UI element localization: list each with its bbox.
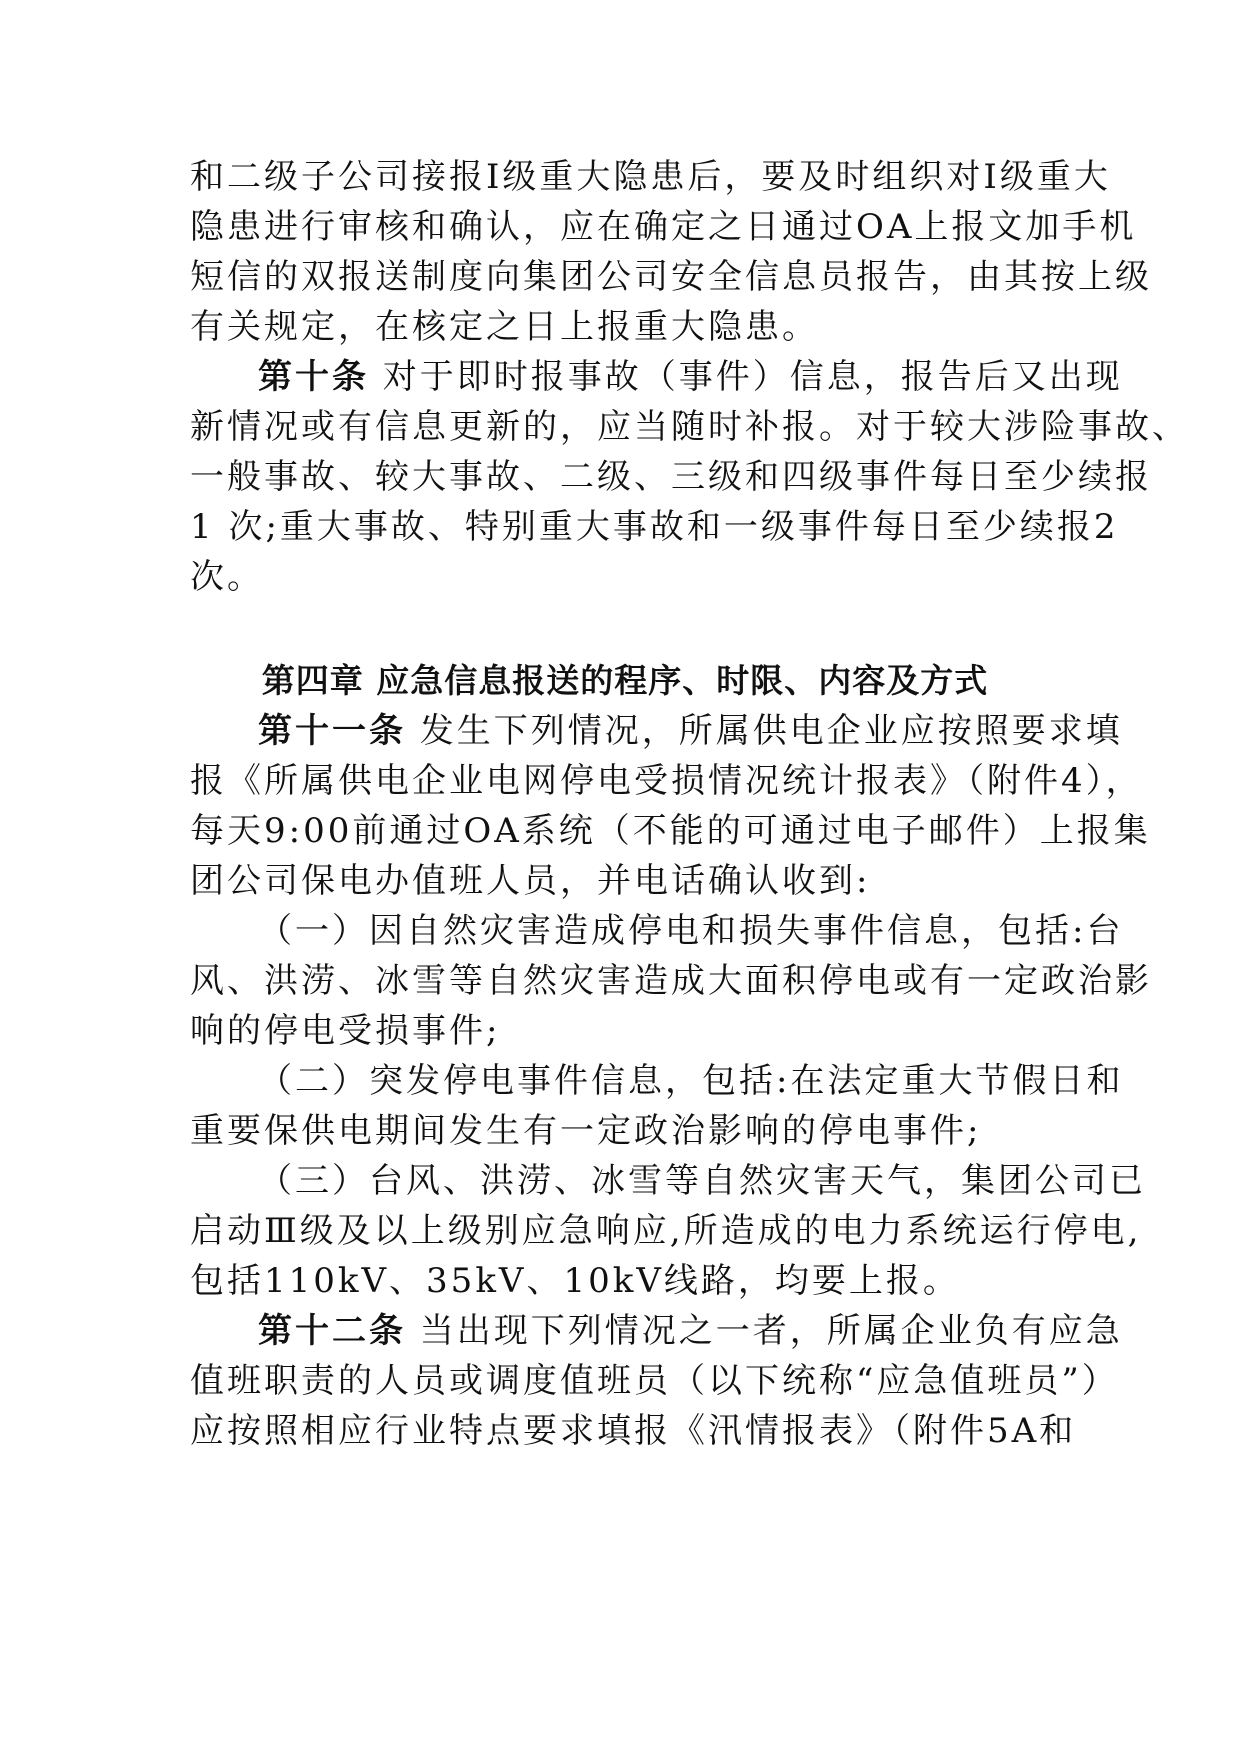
chapter-title: 第四章 应急信息报送的程序、时限、内容及方式 — [261, 661, 989, 700]
body-line: 重要保供电期间发生有一定政治影响的停电事件; — [190, 1111, 982, 1151]
article-11-text: 发生下列情况，所属供电企业应按照要求填 — [406, 711, 1123, 751]
body-line: 报《所属供电企业电网停电受损情况统计报表》（附件4）， — [190, 761, 1143, 801]
article-12-label: 第十二条 — [258, 1311, 406, 1351]
article-12-first-line — [190, 1306, 1123, 1356]
body-line: 团公司保电办值班人员，并电话确认收到: — [190, 861, 871, 901]
body-line: 有关规定，在核定之日上报重大隐患。 — [190, 307, 819, 347]
body-line: 1 次;重大事故、特别重大事故和一级事件每日至少续报2 — [190, 507, 1119, 547]
item-3-first-line: （三）台风、洪涝、冰雪等自然灾害天气，集团公司已 — [258, 1161, 1146, 1201]
body-line: 短信的双报送制度向集团公司安全信息员报告，由其按上级 — [190, 257, 1152, 297]
article-10-label: 第十条 — [258, 357, 369, 397]
body-line: 一般事故、较大事故、二级、三级和四级事件每日至少续报 — [190, 457, 1152, 497]
article-11-first-line — [190, 706, 1123, 756]
article-10-text: 对于即时报事故（事件）信息，报告后又出现 — [369, 357, 1123, 397]
body-line: 和二级子公司接报Ⅰ级重大隐患后，要及时组织对Ⅰ级重大 — [190, 157, 1111, 197]
body-line: 启动Ⅲ级及以上级别应急响应,所造成的电力系统运行停电, — [190, 1211, 1142, 1251]
document-body — [190, 152, 1189, 1456]
article-11-label: 第十一条 — [258, 711, 406, 751]
body-line: 风、洪涝、冰雪等自然灾害造成大面积停电或有一定政治影 — [190, 961, 1152, 1001]
body-line: 每天9:00前通过OA系统（不能的可通过电子邮件）上报集 — [190, 811, 1151, 851]
item-1-first-line: （一）因自然灾害造成停电和损失事件信息，包括:台 — [258, 911, 1124, 951]
body-line: 新情况或有信息更新的，应当随时补报。对于较大涉险事故、 — [190, 407, 1189, 447]
body-line: 包括110kV、35kV、10kV线路，均要上报。 — [190, 1261, 960, 1301]
item-2-first-line: （二）突发停电事件信息，包括:在法定重大节假日和 — [258, 1061, 1124, 1101]
body-line: 次。 — [190, 557, 264, 597]
body-line: 响的停电受损事件; — [190, 1011, 501, 1051]
body-line: 值班职责的人员或调度值班员（以下统称“应急值班员”） — [190, 1361, 1119, 1401]
section-gap — [190, 602, 1060, 656]
body-line: 隐患进行审核和确认，应在确定之日通过OA上报文加手机 — [190, 207, 1137, 247]
article-10-first-line — [190, 352, 1123, 402]
body-line: 应按照相应行业特点要求填报《汛情报表》（附件5A和 — [190, 1411, 1077, 1451]
article-12-text: 当出现下列情况之一者，所属企业负有应急 — [406, 1311, 1123, 1351]
